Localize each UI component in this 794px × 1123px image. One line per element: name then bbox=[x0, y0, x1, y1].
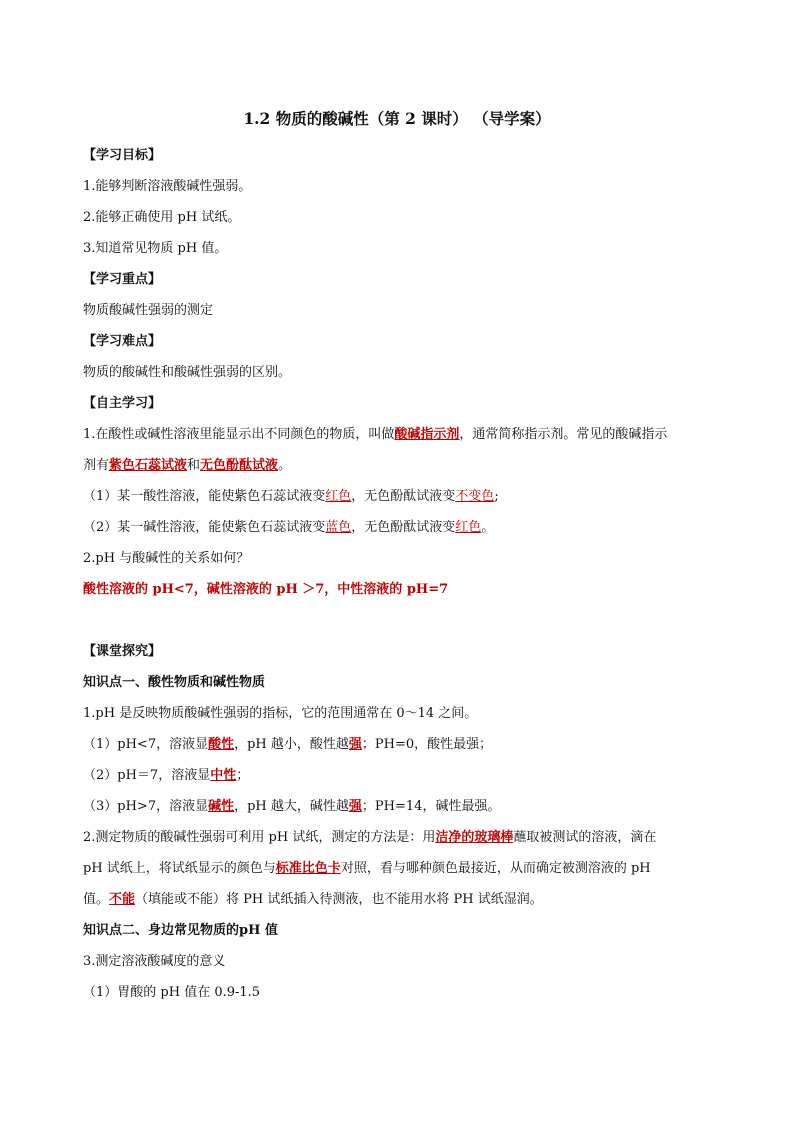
text: ，无色酚酞试液变 bbox=[351, 520, 456, 535]
answer-blank: 碱性 bbox=[208, 799, 235, 814]
inquiry-p2-line1 bbox=[83, 829, 656, 847]
self-study-q1-base bbox=[83, 519, 494, 537]
answer-blank: 不变色 bbox=[455, 489, 495, 504]
page-title: 1.2 物质的酸碱性（第 2 课时） （导学案） bbox=[243, 109, 551, 128]
self-study-q1-line1 bbox=[83, 426, 667, 444]
text: 值。 bbox=[83, 892, 110, 907]
text: 剂有 bbox=[83, 458, 110, 473]
inquiry-p3: 3.测定溶液酸碱度的意义 bbox=[83, 954, 226, 969]
objective-item: 3.知道常见物质 pH 值。 bbox=[83, 241, 228, 256]
text: ，无色酚酞试液变 bbox=[351, 489, 456, 504]
text: 和 bbox=[187, 458, 201, 473]
text: ; bbox=[494, 489, 499, 504]
answer-blank: 红色 bbox=[325, 489, 352, 504]
knowledge-point-1: 知识点一、酸性物质和碱性物质 bbox=[83, 675, 266, 690]
text: 1.在酸性或碱性溶液里能显示出不同颜色的物质，叫做 bbox=[83, 427, 395, 442]
text: （3）pH>7，溶液显 bbox=[83, 799, 209, 814]
section-heading-class-inquiry: 【课堂探究】 bbox=[83, 644, 162, 659]
self-study-q2: 2.pH 与酸碱性的关系如何？ bbox=[83, 551, 250, 566]
text: （2）某一碱性溶液，能使紫色石蕊试液变 bbox=[83, 520, 326, 535]
text: 2.测定物质的酸碱性强弱可利用 pH 试纸，测定的方法是：用 bbox=[83, 830, 436, 845]
knowledge-point-2: 知识点二、身边常见物质的pH 值 bbox=[83, 923, 278, 938]
key-point-text: 物质酸碱性强弱的测定 bbox=[83, 303, 214, 318]
inquiry-p1-acid bbox=[83, 736, 492, 754]
text: （2）pH＝7，溶液显 bbox=[83, 768, 211, 783]
answer-blank: 强 bbox=[348, 737, 362, 752]
answer-blank: 无色酚酞试液 bbox=[200, 458, 279, 473]
answer-blank: 不能 bbox=[109, 892, 136, 907]
section-heading-objectives: 【学习目标】 bbox=[83, 148, 162, 163]
answer-blank: 强 bbox=[348, 799, 362, 814]
answer-blank: 酸性 bbox=[208, 737, 235, 752]
text: ；PH=14，碱性最强。 bbox=[361, 799, 501, 814]
inquiry-p1-neutral bbox=[83, 767, 249, 785]
text: （1）pH<7，溶液显 bbox=[83, 737, 209, 752]
self-study-q2-answer: 酸性溶液的 pH<7，碱性溶液的 pH ＞7，中性溶液的 pH=7 bbox=[83, 582, 449, 597]
text: （1）某一酸性溶液，能使紫色石蕊试液变 bbox=[83, 489, 326, 504]
text: ，pH 越小，酸性越 bbox=[234, 737, 349, 752]
answer-blank: 紫色石蕊试液 bbox=[109, 458, 188, 473]
answer-blank: 红色 bbox=[455, 520, 482, 535]
objective-item: 1.能够判断溶液酸碱性强弱。 bbox=[83, 179, 252, 194]
text: 。 bbox=[278, 458, 292, 473]
inquiry-p2-line2 bbox=[83, 860, 651, 878]
self-study-q1-acid bbox=[83, 488, 499, 506]
section-heading-self-study: 【自主学习】 bbox=[83, 396, 162, 411]
self-study-q1-line2 bbox=[83, 457, 291, 475]
text: ； bbox=[236, 768, 250, 783]
inquiry-p2-line3 bbox=[83, 891, 543, 909]
objective-item: 2.能够正确使用 pH 试纸。 bbox=[83, 210, 241, 225]
section-heading-key-points: 【学习重点】 bbox=[83, 272, 162, 287]
text: 。 bbox=[481, 520, 495, 535]
inquiry-p1-base bbox=[83, 798, 500, 816]
text: pH 试纸上，将试纸显示的颜色与 bbox=[83, 861, 276, 876]
text: ，pH 越大，碱性越 bbox=[234, 799, 349, 814]
text: 对照，看与哪种颜色最接近，从而确定被测溶液的 pH bbox=[340, 861, 651, 876]
difficulty-text: 物质的酸碱性和酸碱性强弱的区别。 bbox=[83, 365, 292, 380]
inquiry-p3-item1: （1）胃酸的 pH 值在 0.9-1.5 bbox=[83, 985, 261, 1000]
answer-blank: 蓝色 bbox=[325, 520, 352, 535]
text: ；PH=0，酸性最强； bbox=[361, 737, 493, 752]
answer-blank: 标准比色卡 bbox=[275, 861, 341, 876]
text: 蘸取被测试的溶液，滴在 bbox=[513, 830, 657, 845]
inquiry-p1: 1.pH 是反映物质酸碱性强弱的指标，它的范围通常在 0～14 之间。 bbox=[83, 706, 478, 721]
answer-blank: 酸碱指示剂 bbox=[394, 427, 460, 442]
text: ，通常简称指示剂。常见的酸碱指示 bbox=[459, 427, 668, 442]
section-heading-difficulties: 【学习难点】 bbox=[83, 334, 162, 349]
answer-blank: 洁净的玻璃棒 bbox=[435, 830, 514, 845]
answer-blank: 中性 bbox=[210, 768, 237, 783]
text: （填能或不能）将 PH 试纸插入待测液，也不能用水将 PH 试纸湿润。 bbox=[135, 892, 543, 907]
